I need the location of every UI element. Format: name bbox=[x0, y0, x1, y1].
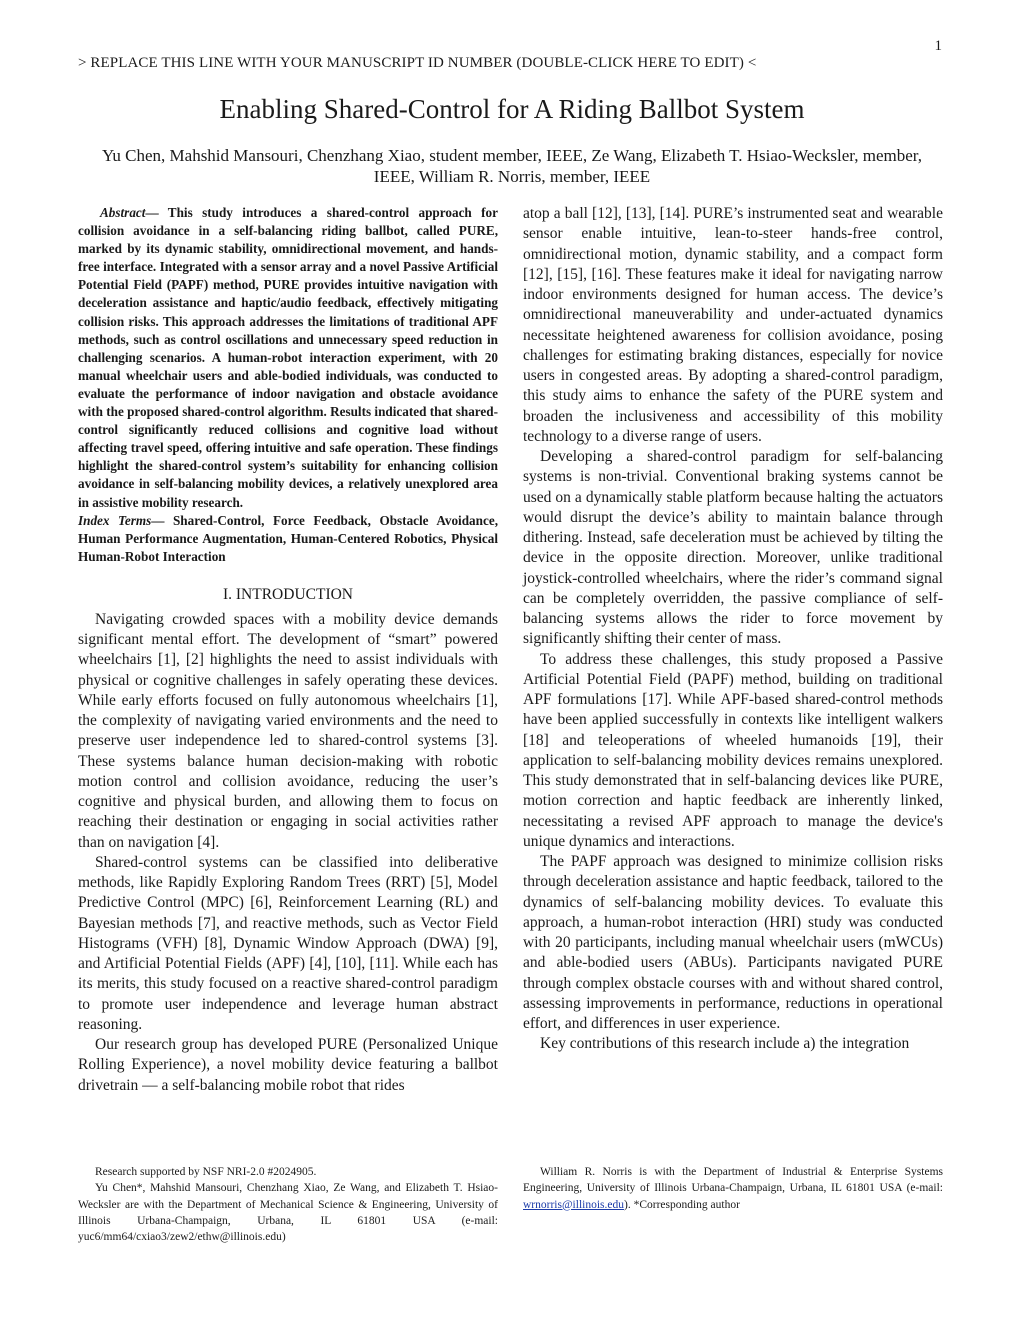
index-terms bbox=[78, 512, 498, 566]
intro-paragraph-1: Navigating crowded spaces with a mobility device demands significant mental effort. The development of “smart” powered wheelchairs [1], [2] highlights the need to assist individuals with physical or cognitive challenges in safely operating these devices. While early efforts focused on fully autonomous wheelchairs [1], the complexity of navigating varied environments and the need to preserve user independence led to shared-control systems [3]. These systems balance human decision-making with robotic motion control and collision avoidance, reducing the user’s cognitive and physical burden, and allowing them to focus on reaching their destination or engaging in social activities rather than on navigation [4]. bbox=[78, 610, 498, 851]
funding-footnote: Research supported by NSF NRI-2.0 #2024905. bbox=[95, 1166, 317, 1178]
footnote-left bbox=[78, 1164, 498, 1245]
index-terms-text: — Shared-Control, Force Feedback, Obstacle Avoidance, Human Performance Augmentation, Human-Centered Robotics, Physical Human-Robot Interaction bbox=[78, 512, 498, 564]
intro-paragraph-3-continued: atop a ball [12], [13], [14]. PURE’s instrumented seat and wearable sensor enable intuitive, lean-to-steer hands-free control, omnidirectional motion, dynamic stability, and a compact form [12], [15], [16]. These features make it ideal for navigating narrow indoor environments designed for human access. The device’s omnidirectional maneuverability and under-actuated dynamics necessitate heightened awareness for collision avoidance, posing challenges for estimating braking distances, especially for novice users in congested areas. By adopting a shared-control paradigm, this study aims to enhance the safety of the PURE system and broaden the inclusiveness and accessibility of this mobility technology to a diverse range of users. bbox=[523, 205, 943, 445]
right-column bbox=[523, 204, 943, 1055]
paper-title: Enabling Shared-Control for A Riding Ballbot System bbox=[219, 94, 805, 124]
left-column bbox=[78, 204, 498, 1096]
index-terms-label: Index Terms bbox=[78, 512, 152, 528]
intro-paragraph-2: Shared-control systems can be classified into deliberative methods, like Rapidly Exploring Random Trees (RRT) [5], Model Predictive Control (MPC) [6], Reinforcement Learning (RL) and Bayesian methods [7], and reactive methods, such as Vector Field Histograms (VFH) [8], Dynamic Window Approach (DWA) [9], and Artificial Potential Fields (APF) [4], [10], [11]. While each has its merits, this study focused on a reactive shared-control paradigm to promote user independence and leverage human abstract reasoning. bbox=[78, 853, 498, 1033]
intro-paragraph-5: To address these challenges, this study proposed a Passive Artificial Potential Field (PAPF) method, building on traditional APF formulations [17]. While APF-based shared-control methods have been applied successfully in contexts like intelligent walkers [18] and teleoperations of wheeled humanoids [19], their application to self-balancing mobility devices remains unexplored. This study demonstrated that in self-balancing devices like PURE, motion correction and haptic feedback are inherently linked, necessitating a revised APF approach to manage the device's unique dynamics and interactions. bbox=[523, 650, 943, 850]
intro-paragraph-6: The PAPF approach was designed to minimize collision risks through deceleration assistance and haptic feedback, tailored to the dynamics of self-balancing mobility devices. To evaluate this approach, a human-robot interaction (HRI) study was conducted with 20 participants, including manual wheelchair users (mWCUs) and able-bodied users (ABUs). Participants navigated PURE through complex obstacle courses with and without shared control, assessing improvements in performance, reductions in operational effort, and differences in user experience. bbox=[523, 853, 943, 1032]
intro-paragraph-3: Our research group has developed PURE (Personalized Unique Rolling Experience), a novel mobility device featuring a ballbot drivetrain — a self-balancing mobile robot that rides bbox=[78, 1036, 498, 1094]
intro-paragraph-7: Key contributions of this research include a) the integration bbox=[540, 1035, 910, 1053]
abstract bbox=[78, 204, 498, 512]
intro-paragraph-4: Developing a shared-control paradigm for self-balancing systems is non-trivial. Conventional braking systems cannot be used on a dynamically stable platform because halting the actuators would disrupt the device’s ability to maintain balance through dithering. Instead, safe deceleration must be achieved by tilting the device in the opposite direction. Moreover, unlike traditional joystick-controlled wheelchairs, where the rider’s command signal can be completely overridden, the passive compliance of self-balancing systems allows the rider to force movement by significantly shifting their center of mass. bbox=[523, 448, 943, 648]
corresponding-author-note: ). *Corresponding author bbox=[623, 1198, 740, 1211]
author-list: Yu Chen, Mahshid Mansouri, Chenzhang Xiao, student member, IEEE, Ze Wang, Elizabeth T. Hsiao-Wecksler, member, IEEE, William R. Norris, member, IEEE bbox=[102, 146, 922, 186]
manuscript-id-header[interactable]: > REPLACE THIS LINE WITH YOUR MANUSCRIPT ID NUMBER (DOUBLE-CLICK HERE TO EDIT) < bbox=[78, 55, 757, 71]
abstract-text: — This study introduces a shared-control approach for collision avoidance in a self-balancing riding ballbot, called PURE, marked by its dynamic stability, omnidirectional movement, and hands-free interface. Integrated with a sensor array and a novel Passive Artificial Potential Field (PAPF) method, PURE provides intuitive navigation with deceleration assistance and haptic/audio feedback, effectively mitigating collision risks. This approach addresses the limitations of traditional APF methods, such as control oscillations and unnecessary speed reduction in challenging scenarios. A human-robot interaction experiment, with 20 manual wheelchair users and able-bodied individuals, was conducted to evaluate the performance of indoor navigation and obstacle avoidance with the proposed shared-control algorithm. Results indicated that shared-control significantly reduced collisions and cognitive load without affecting travel speed, offering intuitive and safe operation. These findings highlight the shared-control system’s suitability for enhancing collision avoidance in self-balancing mobility devices, a relatively unexplored area in assistive mobility research. bbox=[78, 205, 498, 510]
affiliation-footnote: Yu Chen*, Mahshid Mansouri, Chenzhang Xiao, Ze Wang, and Elizabeth T. Hsiao-Wecksler are with the Department of Mechanical Science & Engineering, University of Illinois Urbana-Champaign, Urbana, IL 61801 USA (e-mail: yuc6/mm64/cxiao3/zew2/ethw@illinois.edu) bbox=[78, 1182, 498, 1244]
corresponding-author-email-link[interactable]: wrnorris@illinois.edu bbox=[523, 1198, 624, 1211]
page-number: 1 bbox=[934, 38, 942, 54]
section-heading-introduction: I. INTRODUCTION bbox=[222, 585, 353, 603]
corresponding-author-footnote bbox=[523, 1164, 943, 1213]
corresponding-author-text: William R. Norris is with the Department of Industrial & Enterprise Systems Engineering, University of Illinois Urbana-Champaign, Urbana, IL 61801 USA (e-mail: bbox=[523, 1166, 943, 1195]
abstract-label: Abstract bbox=[100, 205, 146, 220]
footnote-right bbox=[523, 1164, 943, 1213]
